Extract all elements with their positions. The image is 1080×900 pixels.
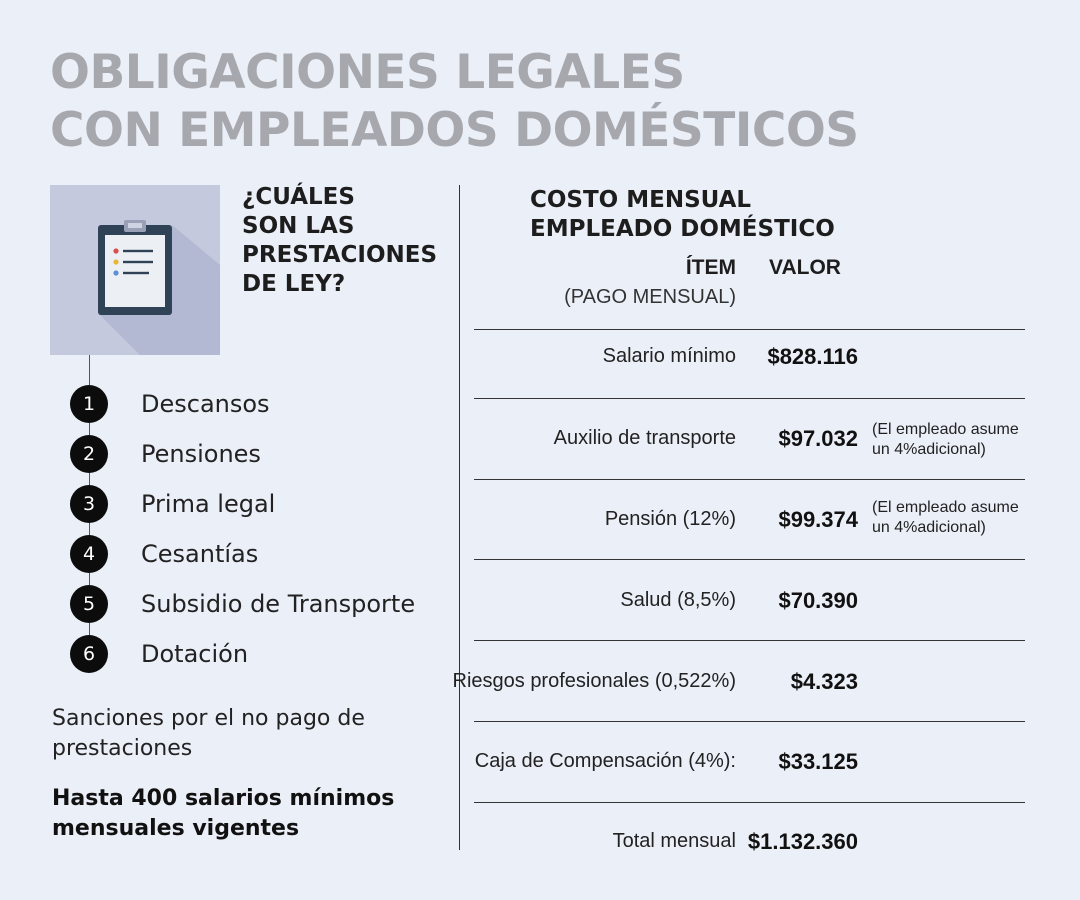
cost-row-label: Pensión (12%)	[604, 508, 736, 530]
sanctions-line-2: prestaciones	[52, 736, 193, 761]
cost-row-note-line-2: un 4%adicional)	[872, 441, 986, 458]
row-divider	[474, 721, 1025, 722]
cost-row-value: $33.125	[778, 749, 858, 774]
cost-row-value: $97.032	[778, 426, 858, 451]
question-line-4: DE LEY?	[242, 271, 346, 297]
benefit-item	[70, 634, 248, 674]
cost-row-label: Caja de Compensación (4%):	[474, 750, 736, 772]
benefit-number: 5	[70, 585, 108, 623]
cost-title-line-1: COSTO MENSUAL	[530, 187, 752, 213]
clipboard-icon	[50, 185, 220, 355]
benefit-label: Descansos	[141, 390, 270, 418]
total-value: $1.132.360	[747, 829, 858, 854]
benefit-label: Pensiones	[141, 440, 261, 468]
cost-row-value: $828.116	[767, 344, 858, 369]
question-line-1: ¿CUÁLES	[242, 184, 355, 210]
row-divider	[474, 802, 1025, 803]
row-divider	[474, 479, 1025, 480]
row-divider	[474, 640, 1025, 641]
benefits-question	[242, 183, 437, 299]
cost-row-value: $4.323	[790, 669, 858, 694]
benefit-number: 4	[70, 535, 108, 573]
cost-title-line-2: EMPLEADO DOMÉSTICO	[530, 216, 835, 242]
total-label: Total mensual	[612, 830, 736, 852]
row-divider	[474, 398, 1025, 399]
sanctions-bold-line-1: Hasta 400 salarios mínimos	[52, 786, 395, 811]
cost-row-note-line-1: (El empleado asume	[872, 421, 1019, 438]
page-title	[50, 44, 859, 160]
header-item: ÍTEM	[685, 256, 736, 279]
benefit-number: 2	[70, 435, 108, 473]
cost-row-label: Auxilio de transporte	[553, 427, 736, 449]
benefit-label: Subsidio de Transporte	[141, 590, 416, 618]
benefit-item	[70, 484, 275, 524]
cost-row-note-line-2: un 4%adicional)	[872, 519, 986, 536]
row-divider	[474, 559, 1025, 560]
question-line-3: PRESTACIONES	[242, 242, 438, 268]
benefit-item	[70, 584, 415, 624]
header-item-sub: (PAGO MENSUAL)	[564, 286, 736, 308]
page-title-line-1: OBLIGACIONES LEGALES	[50, 45, 685, 100]
benefit-number: 1	[70, 385, 108, 423]
benefit-label: Cesantías	[141, 540, 259, 568]
cost-row-note	[872, 420, 1019, 460]
cost-row-value: $70.390	[778, 588, 858, 613]
page-title-line-2: CON EMPLEADOS DOMÉSTICOS	[50, 103, 859, 158]
row-divider	[474, 329, 1025, 330]
question-line-2: SON LAS	[242, 213, 355, 239]
benefit-label: Dotación	[141, 640, 249, 668]
cost-row-label: Salario mínimo	[602, 345, 736, 367]
sanctions-line-1: Sanciones por el no pago de	[52, 706, 365, 731]
header-value: VALOR	[769, 256, 841, 279]
column-divider	[459, 185, 460, 850]
cost-title	[530, 186, 835, 244]
cost-row-label: Salud (8,5%)	[620, 589, 736, 611]
benefit-item	[70, 384, 270, 424]
benefit-number: 3	[70, 485, 108, 523]
sanctions-text	[52, 704, 365, 764]
clipboard-icon-box	[50, 185, 220, 355]
benefit-item	[70, 434, 261, 474]
cost-row-note-line-1: (El empleado asume	[872, 499, 1019, 516]
cost-row-note	[872, 498, 1019, 538]
sanctions-bold-line-2: mensuales vigentes	[52, 816, 300, 841]
cost-row-label: Riesgos profesionales (0,522%)	[452, 670, 736, 692]
benefit-number: 6	[70, 635, 108, 673]
benefit-item	[70, 534, 258, 574]
cost-row-value: $99.374	[778, 507, 858, 532]
benefit-label: Prima legal	[141, 490, 276, 518]
sanctions-amount	[52, 784, 394, 844]
